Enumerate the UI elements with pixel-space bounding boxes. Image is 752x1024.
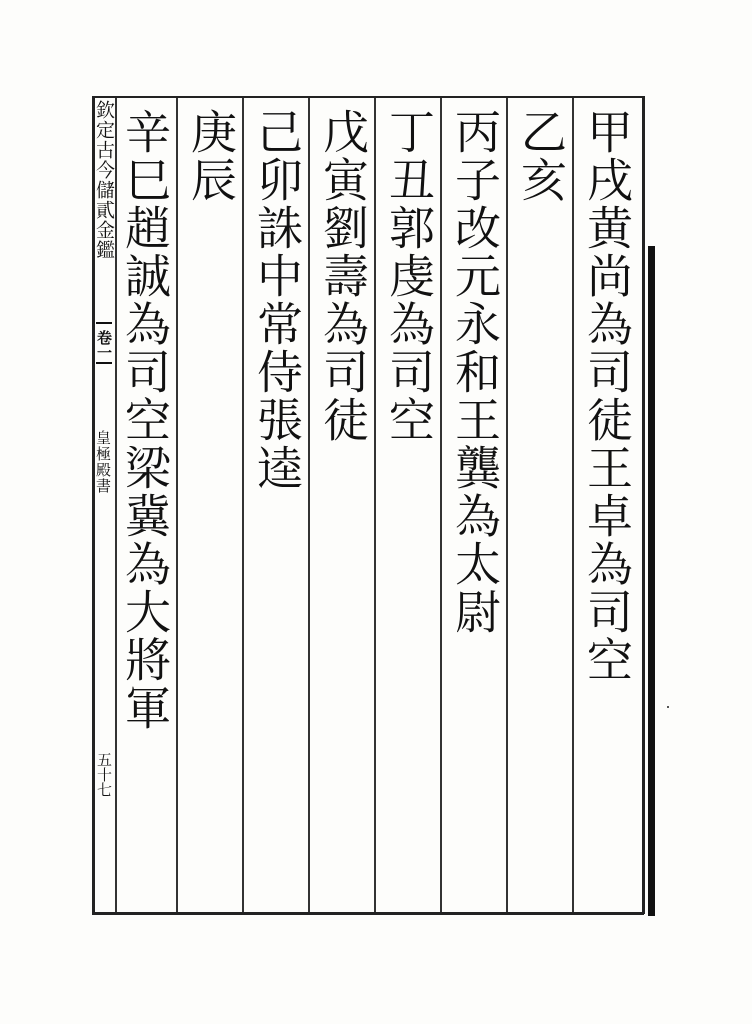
margin-publisher: 皇極殿書 <box>94 430 112 494</box>
column-divider <box>374 98 376 912</box>
text-column-2: 乙亥 <box>514 108 568 204</box>
text-column-5: 戊寅劉壽為司徒 <box>316 108 370 444</box>
column-divider <box>242 98 244 912</box>
text-column-1: 甲戌黄尚為司徒王卓為司空 <box>580 108 634 684</box>
frame-bottom-border <box>92 912 644 915</box>
frame-right-border <box>642 96 645 914</box>
text-column-6: 己卯誅中常侍張逵 <box>250 108 304 492</box>
margin-book-title: 欽定古今儲貳金鑑 <box>93 100 115 260</box>
frame-top-border <box>92 96 644 98</box>
column-divider <box>440 98 442 912</box>
text-column-7: 庚辰 <box>184 108 238 204</box>
text-column-8: 辛巳趙誠為司空梁冀為大將軍 <box>118 108 172 732</box>
text-column-4: 丁丑郭虔為司空 <box>382 108 436 444</box>
margin-page-number: 五十七 <box>95 752 113 797</box>
column-divider <box>308 98 310 912</box>
margin-chapter: 卷一 <box>95 330 113 360</box>
frame-right-thick-border <box>648 246 655 916</box>
ink-speck <box>667 706 669 708</box>
column-divider <box>572 98 574 912</box>
column-divider <box>506 98 508 912</box>
column-divider <box>176 98 178 912</box>
text-column-3: 丙子改元永和王龔為太尉 <box>448 108 502 636</box>
